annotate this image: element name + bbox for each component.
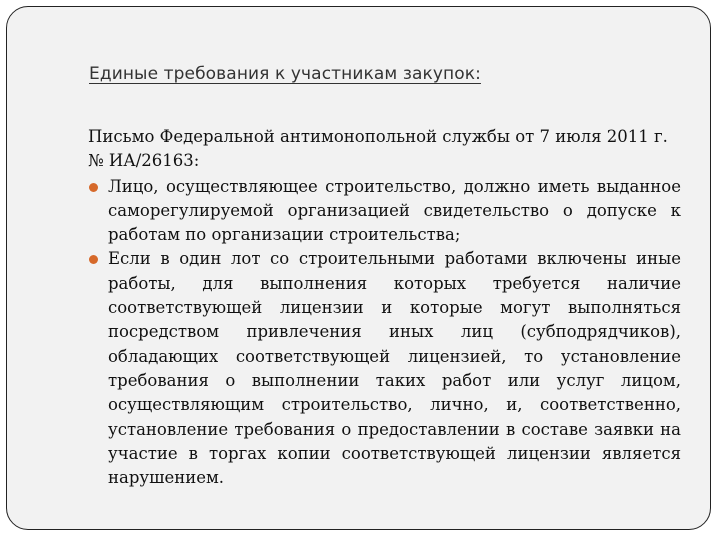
- bullet-list: [88, 175, 681, 491]
- intro-text: Письмо Федеральной антимонопольной службы от 7 июля 2011 г. № ИА/26163:: [88, 127, 668, 171]
- bullet-text: Если в один лот со строительными работами включены иные работы, для выполнения которых требуется наличие соответствующей лицензии и которые могут выполняться посредством привлечения иных лиц (субподрядчиков), обладающих соответствующей лицензией, то установление требования о выполнении таких работ или услуг лицом, осуществляющим строительство, лично, и, соответственно, установление требования о предоставлении в составе заявки на участие в торгах копии соответствующей лицензии является нарушением.: [108, 249, 681, 488]
- bullet-item: [88, 247, 681, 490]
- bullet-item: [88, 175, 681, 248]
- slide-title: Единые требования к участникам закупок:: [89, 64, 481, 84]
- slide-body: [88, 125, 681, 490]
- bullet-dot-icon: [89, 183, 98, 192]
- bullet-dot-icon: [89, 255, 98, 264]
- bullet-text: Лицо, осуществляющее строительство, должно иметь выданное саморегулируемой организацией свидетельство о допуске к работам по организации строительства;: [108, 176, 681, 245]
- slide: [6, 6, 711, 530]
